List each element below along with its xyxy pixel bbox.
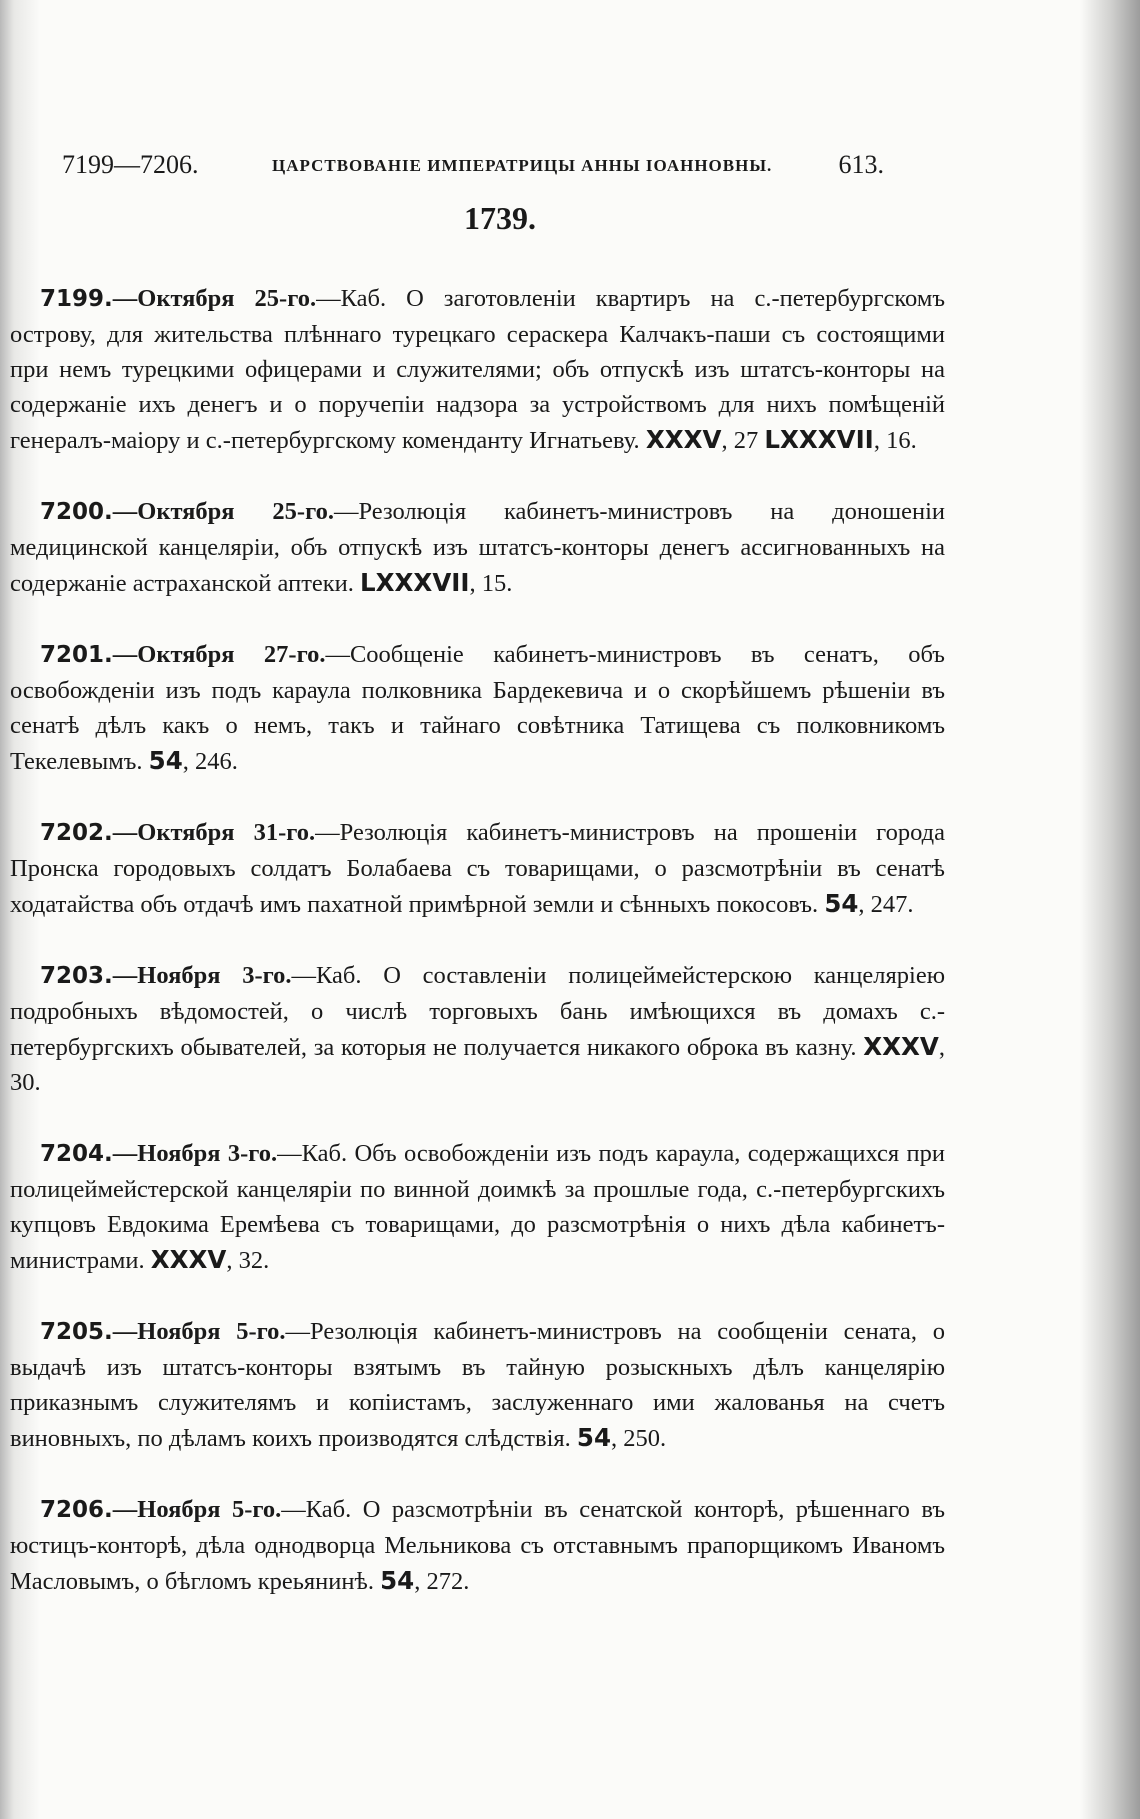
ref-pages: , 16. <box>873 426 917 454</box>
entry-date: —Октября 31-го. <box>112 818 316 846</box>
entry-date: —Ноября 3-го. <box>112 1139 278 1167</box>
entry-number: 7199. <box>40 285 113 312</box>
ref-pages: , 27 <box>721 426 759 454</box>
entry-7202 <box>10 815 945 922</box>
entry-text: —Сообщеніе кабинетъ-министровъ въ сенатъ, объ освобожденіи изъ подъ караула полковника Бардекевича и о скорѣйшемъ рѣшеніи въ сенатѣ дѣлъ какъ о немъ, такъ и тайнаго совѣтника Татищева съ полковникомъ Текелевымъ. <box>10 640 945 775</box>
year-heading: 1739. <box>464 200 536 236</box>
ref-volume: XXXV <box>150 1244 227 1274</box>
page-number: 613. <box>838 150 884 179</box>
ref-pages: , 30. <box>10 1033 946 1096</box>
entry-date: —Ноября 5-го. <box>112 1495 282 1523</box>
ref-volume: 54 <box>380 1565 415 1595</box>
ref-volume: XXXV <box>863 1031 939 1061</box>
ref-volume: 54 <box>576 1422 612 1452</box>
entry-text: —Резолюція кабинетъ-министровъ на прошеніи города Пронска городовыхъ солдатъ Болабаева съ товарищами, о разсмотрѣніи въ сенатѣ ходатайства объ отдачѣ имъ пахатной примѣрной земли и сѣнныхъ покосовъ. <box>10 818 945 918</box>
entry-number: 7203. <box>40 962 113 989</box>
entry-number: 7205. <box>40 1318 113 1345</box>
ref-pages: , 272. <box>414 1567 470 1595</box>
running-title: ЦАРСТВОВАНІЕ ИМПЕРАТРИЦЫ АННЫ ІОАННОВНЫ. <box>272 156 773 175</box>
ref-pages: , 32. <box>226 1246 270 1274</box>
entry-7205 <box>10 1314 945 1456</box>
entry-number: 7204. <box>40 1140 113 1167</box>
entries-list <box>10 256 945 1635</box>
entry-7203 <box>10 958 945 1100</box>
ref-volume: LXXXVII <box>360 567 470 597</box>
entry-date: —Октября 27-го. <box>112 640 326 668</box>
entry-7200 <box>10 494 945 601</box>
entry-number: 7200. <box>40 498 113 525</box>
ref-volume: LXXXVII <box>764 424 874 454</box>
entry-number: 7206. <box>40 1496 113 1523</box>
ref-pages: , 247. <box>858 890 914 918</box>
entry-text: —Каб. О составленіи полицеймейстерскою канцеляріею подробныхъ вѣдомостей, о числѣ торговыхъ бань имѣющихся въ домахъ с.-петербургскихъ обывателей, за которыя не получается никакого оброка въ казну. <box>10 961 945 1061</box>
entry-date: —Ноября 3-го. <box>112 961 292 989</box>
entry-range: 7199—7206. <box>62 150 199 179</box>
entry-date: —Ноября 5-го. <box>112 1317 286 1345</box>
entry-text: —Каб. О разсмотрѣніи въ сенатской конторѣ, рѣшеннаго въ юстицъ-конторѣ, дѣла однодворца Мельникова съ отставнымъ прапорщикомъ Иваномъ Масловымъ, о бѣгломъ креьянинѣ. <box>10 1495 945 1595</box>
entry-7199 <box>10 281 945 458</box>
ref-pages: , 246. <box>182 747 238 775</box>
entry-text: —Резолюція кабинетъ-министровъ на доношеніи медицинской канцеляріи, объ отпускѣ изъ штатсъ-конторы денегъ ассигнованныхъ на содержаніе астраханской аптеки. <box>10 497 945 597</box>
running-header <box>62 150 892 190</box>
entry-number: 7201. <box>40 641 113 668</box>
entry-text: —Каб. Объ освобожденіи изъ подъ караула, содержащихся при полицеймейстерской канцеляріи по винной доимкѣ за прошлые года, с.-петербургскихъ купцовъ Евдокима Еремѣева съ товарищами, до разсмотрѣнія о нихъ дѣла кабинетъ-министрами. <box>10 1139 945 1274</box>
ref-volume: 54 <box>824 888 859 918</box>
entry-7206 <box>10 1492 945 1599</box>
entry-7204 <box>10 1136 945 1278</box>
ref-volume: XXXV <box>645 424 722 454</box>
entry-date: —Октября 25-го. <box>112 284 317 312</box>
ref-volume: 54 <box>148 745 183 775</box>
entry-number: 7202. <box>40 819 113 846</box>
entry-7201 <box>10 637 945 779</box>
entry-text: —Каб. О заготовленіи квартиръ на с.-петербургскомъ острову, для жительства плѣннаго турецкаго сераскера Калчакъ-паши съ состоящими при немъ турецкими офицерами и служителями; объ отпускѣ изъ штатсъ-конторы на содержаніе ихъ денегъ и о поручепіи надзора за устройствомъ для нихъ помѣщеній генералъ-маіору и с.-петербургскому коменданту Игнатьеву. <box>10 284 945 454</box>
ref-pages: , 15. <box>469 569 513 597</box>
entry-date: —Октября 25-го. <box>112 497 334 525</box>
ref-pages: , 250. <box>611 1424 667 1452</box>
entry-text: —Резолюція кабинетъ-министровъ на сообщеніи сената, о выдачѣ изъ штатсъ-конторы взятымъ въ тайную розыскныхъ дѣлъ канцелярію приказнымъ служителямъ и копіистамъ, заслуженнаго ими жалованья на счетъ виновныхъ, по дѣламъ коихъ производятся слѣдствія. <box>10 1317 945 1452</box>
